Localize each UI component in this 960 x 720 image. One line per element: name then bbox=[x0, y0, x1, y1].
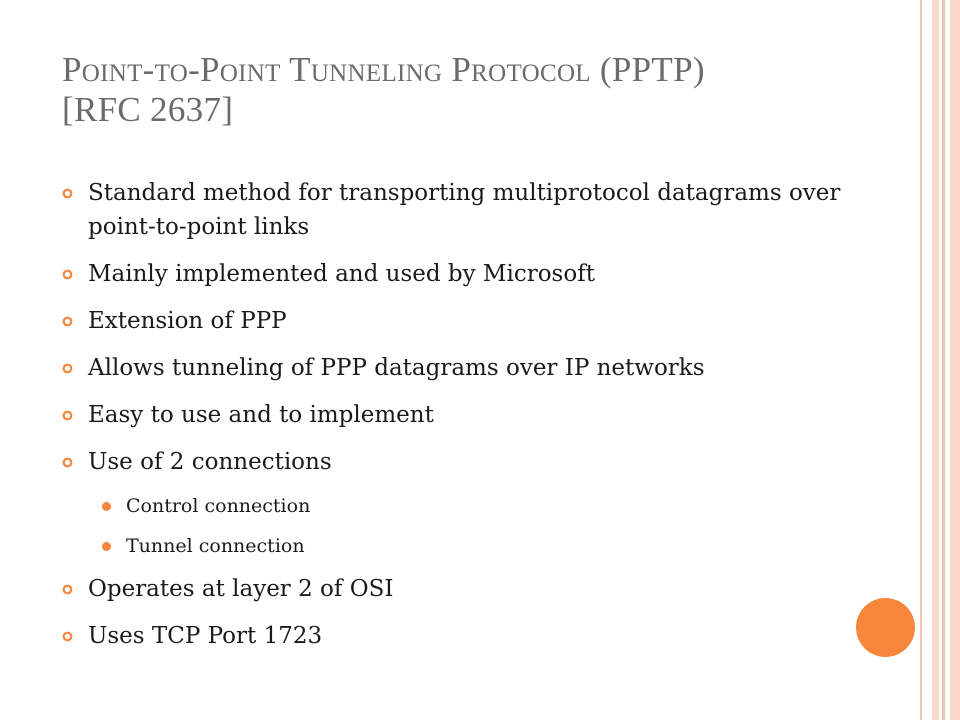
bullet-text: Operates at layer 2 of OSI bbox=[88, 576, 394, 602]
bullet-item bbox=[62, 398, 902, 432]
bullet-item bbox=[62, 351, 902, 385]
ring-bullet-icon bbox=[62, 631, 73, 642]
bullet-text: Standard method for transporting multiprotocol datagrams over point-to-point links bbox=[88, 180, 841, 240]
bullet-text: Extension of PPP bbox=[88, 308, 287, 334]
ring-bullet-icon bbox=[62, 188, 73, 199]
ring-bullet-icon bbox=[62, 457, 73, 468]
sub-bullet-text: Control connection bbox=[126, 495, 311, 517]
ring-bullet-icon bbox=[62, 410, 73, 421]
sub-bullet-item bbox=[62, 492, 902, 520]
bullet-list bbox=[62, 176, 902, 666]
bullet-item bbox=[62, 445, 902, 479]
border-stripe bbox=[932, 0, 939, 720]
title-line-1: Point-to-Point Tunneling Protocol (PPTP) bbox=[62, 50, 705, 89]
title-line-2: [RFC 2637] bbox=[62, 90, 234, 129]
ring-bullet-icon bbox=[62, 584, 73, 595]
bullet-text: Uses TCP Port 1723 bbox=[88, 623, 323, 649]
bullet-item bbox=[62, 176, 902, 244]
dot-bullet-icon bbox=[102, 502, 111, 511]
bullet-text: Use of 2 connections bbox=[88, 449, 332, 475]
sub-bullet-text: Tunnel connection bbox=[126, 535, 305, 557]
dot-bullet-icon bbox=[102, 542, 111, 551]
bullet-item bbox=[62, 304, 902, 338]
sub-bullet-item bbox=[62, 532, 902, 560]
ring-bullet-icon bbox=[62, 269, 73, 280]
bullet-text: Mainly implemented and used by Microsoft bbox=[88, 261, 595, 287]
bullet-item bbox=[62, 572, 902, 606]
border-stripe bbox=[942, 0, 945, 720]
ring-bullet-icon bbox=[62, 316, 73, 327]
slide-title bbox=[62, 50, 902, 130]
bullet-text: Allows tunneling of PPP datagrams over IP networks bbox=[88, 355, 705, 381]
bullet-item bbox=[62, 619, 902, 653]
bullet-text: Easy to use and to implement bbox=[88, 402, 434, 428]
ring-bullet-icon bbox=[62, 363, 73, 374]
right-border-decoration bbox=[920, 0, 960, 720]
bullet-item bbox=[62, 257, 902, 291]
border-stripe bbox=[920, 0, 922, 720]
border-stripe bbox=[950, 0, 960, 720]
